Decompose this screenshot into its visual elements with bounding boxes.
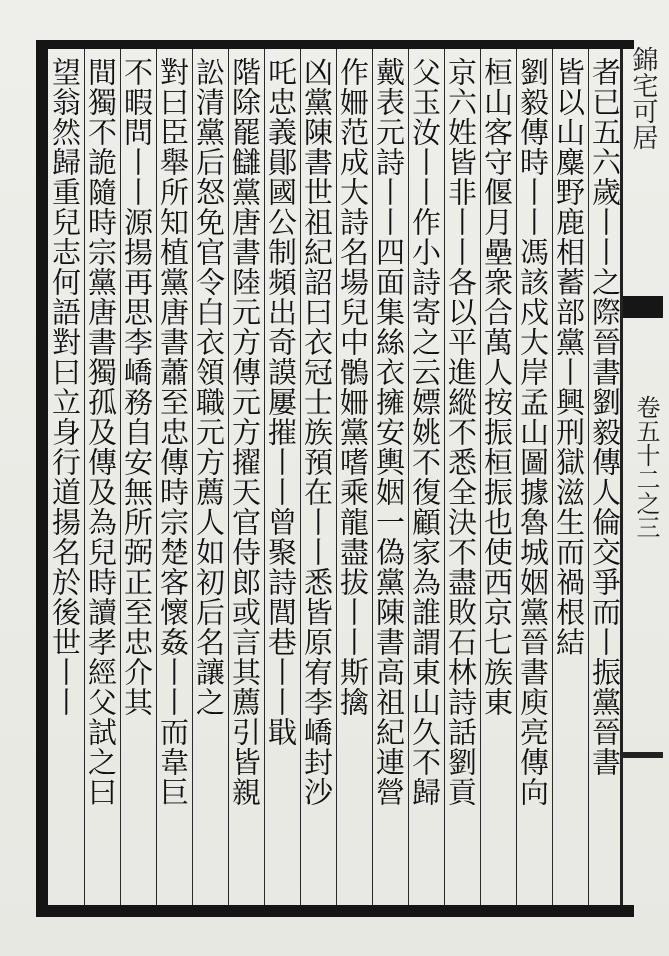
text-column-6: 父玉汝丨丨作小詩寄之云嫖姚不復顧家為誰謂東山久不歸 [408,57,442,807]
text-column-7: 戴表元詩丨丨四面集絲衣擁安輿姻一偽黨陳書高祖紀連營 [372,57,406,807]
fish-tail-mark-bottom [623,752,663,758]
text-column-3: 劉毅傳時丨丨馮該戍大岸孟山圖據魯城姻黨晉書庾亮傳向 [516,57,550,807]
text-column-8: 作姍范成大詩名場兒中鶻姍黨嗜乘龍盡拔丨丨斯擒 [336,57,370,717]
frame-border-bottom [36,905,634,917]
book-title: 錦宅可居 [628,46,658,150]
text-column-4: 桓山客守偃月壘衆合萬人按振桓振也使西京七族東 [480,57,514,717]
text-column-12: 訟清黨后怒免官令白衣領職元方薦人如初后名讓之 [192,57,226,717]
text-body [48,49,620,905]
text-column-1: 者已五六歲丨丨之際晉書劉毅傳人倫交爭而丨振黨晉書 [588,57,622,777]
text-column-15: 間獨不詭隨時宗黨唐書獨孤及傳及為兒時讀孝經父試之曰 [84,57,118,807]
text-column-13: 對曰臣舉所知植黨唐書蕭至忠傳時宗楚客懷姦丨丨而韋巨 [156,57,190,807]
text-column-11: 階除罷讎黨唐書陸元方傳元方擢天官侍郎或言其薦引皆親 [228,57,262,807]
text-column-10: 吒忠義鄖國公制頻出奇謨屢摧丨丨曾聚詩閭巷丨丨戢 [264,57,298,747]
volume-label: 卷五十二之三 [632,395,660,539]
text-column-9: 凶黨陳書世祖紀詔曰衣冠士族預在丨丨悉皆原宥李嶠封沙 [300,57,334,807]
text-column-14: 不暇問丨丨源揚再思李嶠務自安無所弼正至忠介其 [120,57,154,717]
text-column-2: 皆以山麋野鹿相蓄部黨丨興刑獄滋生而禍根結 [552,57,586,657]
text-column-5: 京六姓皆非丨丨各以平進縱不悉全決不盡敗石林詩話劉貢 [444,57,478,807]
fish-tail-mark [623,296,663,318]
text-column-16: 望翁然歸重兒志何語對曰立身行道揚名於後世丨丨 [48,57,82,717]
frame-border-top [36,40,634,49]
